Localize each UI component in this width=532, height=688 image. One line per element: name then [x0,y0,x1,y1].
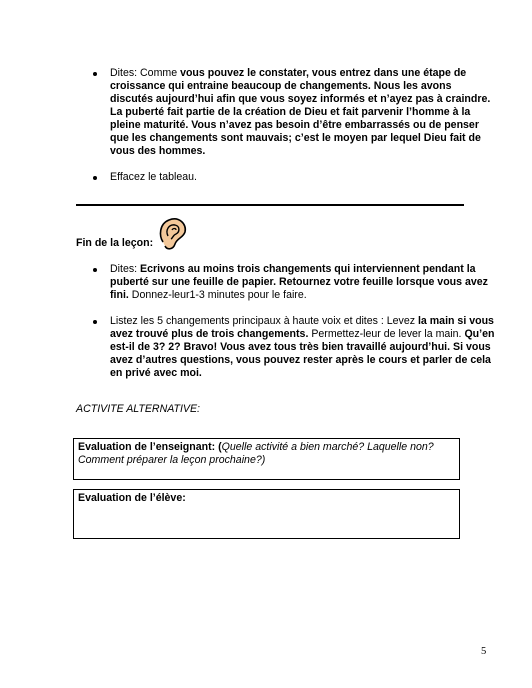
bullet-text: Permettez-leur de lever la main. [308,328,465,340]
horizontal-divider [76,204,464,206]
bullet-item [93,315,495,380]
student-evaluation-label: Evaluation de l’élève: [78,492,186,504]
lesson-end-label: Fin de la leçon: [76,237,154,249]
bullet-item [93,171,495,184]
bullet-dot-icon [93,72,97,76]
teacher-evaluation-box[interactable] [73,438,460,480]
bullet-list-2 [93,263,495,380]
bullet-dot-icon [93,320,97,324]
teacher-evaluation-label: Evaluation de l’enseignant: ( [78,441,222,453]
bullet-dot-icon [93,176,97,180]
ear-icon [155,216,189,252]
student-evaluation-box[interactable] [73,489,460,539]
bullet-text: Listez les 5 changements principaux à haute voix et dites : Levez [110,315,418,327]
bullet-text: Effacez le tableau. [110,171,197,183]
bullet-list-1 [93,67,495,184]
alternative-activity-heading: ACTIVITE ALTERNATIVE: [76,403,201,415]
bullet-text: Ecrivons au moins trois changements qui interviennent pendant la puberté sur une feuille de papier. Retournez votre feuille lorsque vous avez fini. [110,263,488,301]
bullet-dot-icon [93,268,97,272]
bullet-item [93,67,495,158]
bullet-text: vous pouvez le constater, vous entrez dans une étape de croissance qui entraine beaucoup de changements. Nous les avons discutés aujourd’hui afin que vous soyez informés et n’ayez pas à craindre. La puberté fait partie de la création de Dieu et fait parvenir l’homme à la pleine maturité. Vous n’avez pas besoin d’être embarrassés ou de penser que les changements sont mauvais; c’est le moyen par lequel Dieu fait de vous des hommes. [110,67,491,157]
page-number: 5 [481,646,487,657]
bullet-item [93,263,495,302]
bullet-text: Qu’en est-il de 3? 2? Bravo! Vous avez tous très bien travaillé aujourd’hui. Si vous avez d’autres questions, vous pouvez rester après le cours et parler de cela en privé avec moi. [110,328,495,379]
bullet-text: Donnez-leur1-3 minutes pour le faire. [128,289,307,301]
bullet-text: la main si vous avez trouvé plus de trois changements. [110,315,494,340]
bullet-text: Dites: [110,263,141,275]
bullet-text: Dites: Comme [110,67,181,79]
teacher-evaluation-prompt: Quelle activité a bien marché? Laquelle non? Comment préparer la leçon prochaine?) [78,441,434,466]
